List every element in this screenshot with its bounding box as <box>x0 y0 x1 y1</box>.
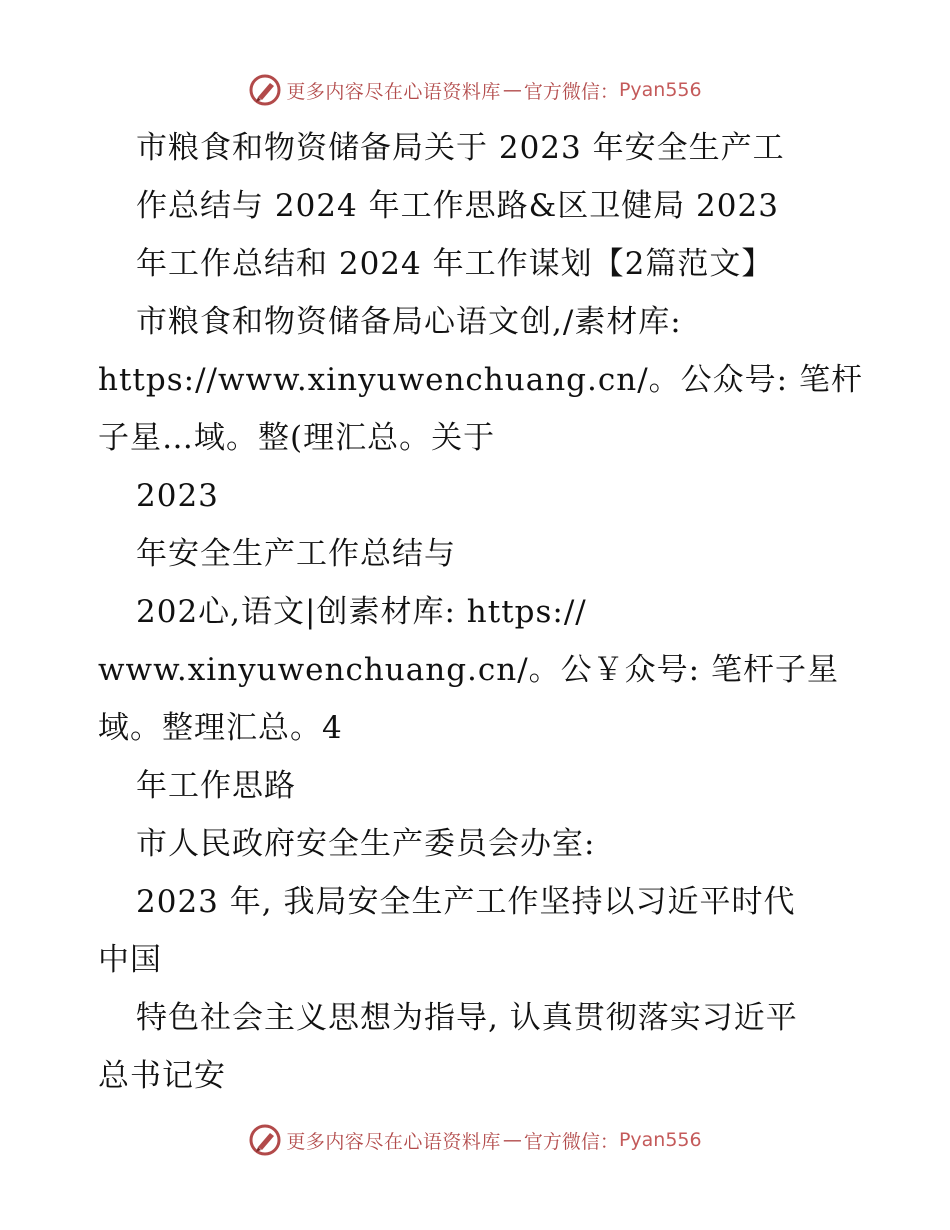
banner-title: 更多内容尽在心语资料库 <box>286 1130 501 1153</box>
title-line-3: 年工作总结和 2024 年工作谋划【2篇范文】 <box>136 246 774 282</box>
banner-dash: — <box>502 1129 522 1151</box>
text-line: 202心,语文|创素材库: https:// <box>136 594 587 630</box>
title-line-1: 市粮食和物资储备局关于 2023 年安全生产工 <box>136 130 785 166</box>
text-line: 年工作思路 <box>136 768 296 804</box>
text-line: 市粮食和物资储备局心语文创,/素材库: <box>136 304 682 340</box>
text-line: www.xinyuwenchuang.cn/。公￥众号: 笔杆子星 <box>98 652 839 688</box>
banner-wechat-id: Pyan556 <box>618 79 702 101</box>
banner-dash: — <box>502 79 522 101</box>
text-line: 市人民政府安全生产委员会办室: <box>136 826 596 862</box>
banner-wechat-id: Pyan556 <box>618 1129 702 1151</box>
title-line-2: 作总结与 2024 年工作思路&区卫健局 2023 <box>136 188 779 224</box>
text-line: 2023 年, 我局安全生产工作坚持以习近平时代 <box>136 884 796 920</box>
text-line: 年安全生产工作总结与 <box>136 536 456 572</box>
text-line: https://www.xinyuwenchuang.cn/。公众号: 笔杆 <box>98 362 863 398</box>
text-line: 域。整理汇总。4 <box>98 710 343 746</box>
text-line: 中国 <box>98 942 162 978</box>
banner-wechat-label: 官方微信： <box>523 1130 619 1153</box>
text-line: 2023 <box>136 478 219 514</box>
text-line: 特色社会主义思想为指导, 认真贯彻落实习近平 <box>136 1000 798 1036</box>
header-banner <box>0 72 950 108</box>
text-line: 总书记安 <box>98 1058 226 1094</box>
banner-wechat-label: 官方微信： <box>523 80 619 103</box>
pen-logo-icon <box>248 1123 282 1157</box>
banner-title: 更多内容尽在心语资料库 <box>286 80 501 103</box>
footer-banner <box>0 1122 950 1158</box>
pen-logo-icon <box>248 73 282 107</box>
text-line: 子星…域。整(理汇总。关于 <box>98 420 496 456</box>
